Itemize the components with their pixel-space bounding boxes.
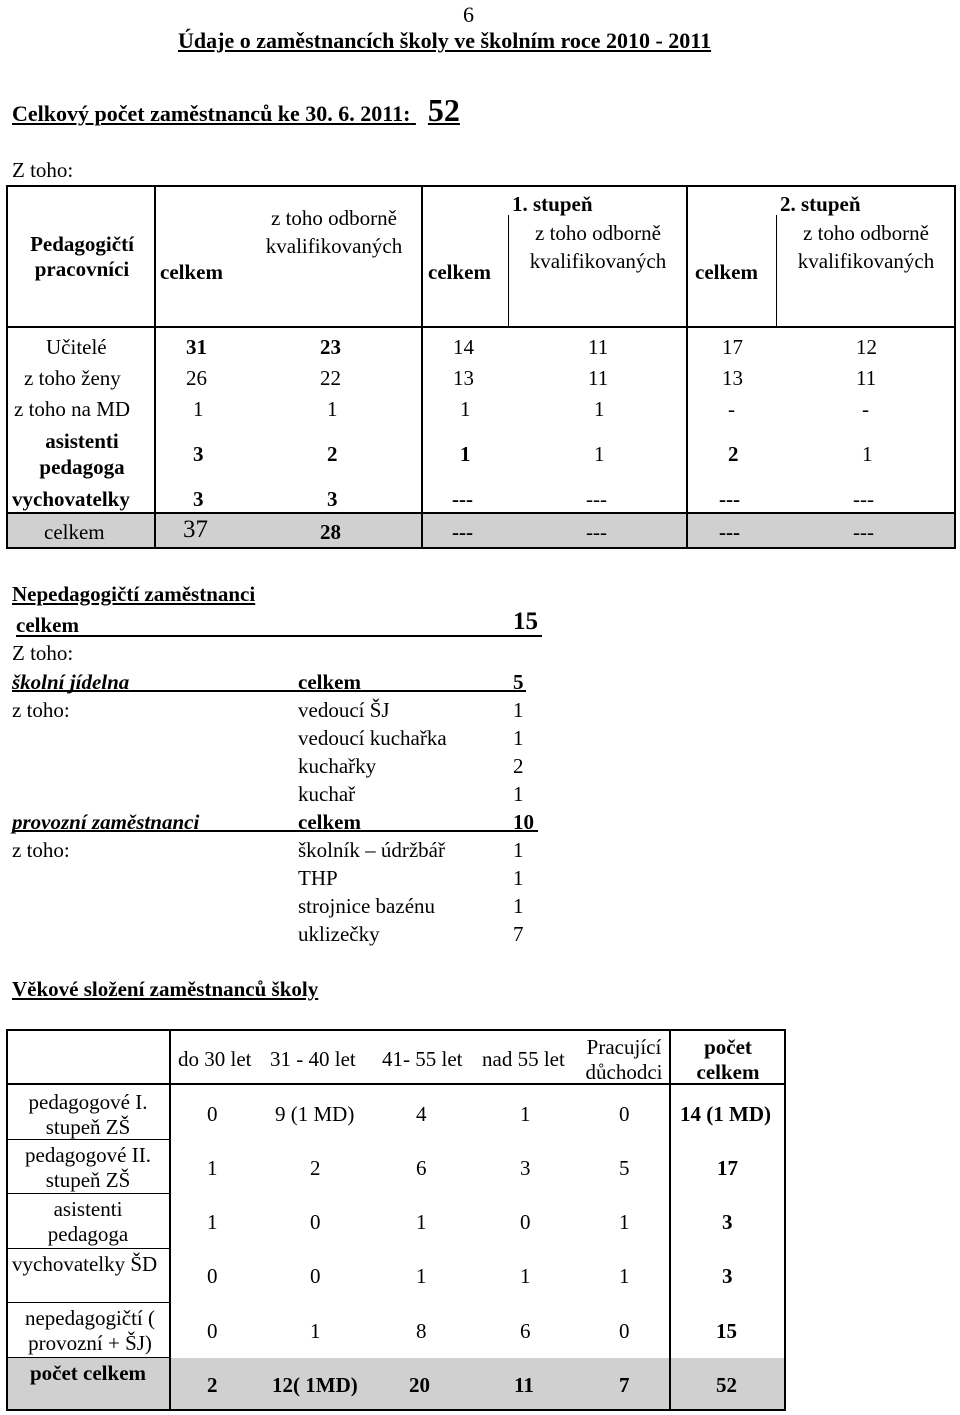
age-col-header: počet celkem — [696, 1035, 760, 1084]
cell: 1 — [460, 397, 471, 421]
age-heading: Věkové složení zaměstnanců školy — [12, 977, 319, 1001]
age-cell: 17 — [717, 1156, 738, 1180]
cell: 31 — [186, 335, 207, 359]
age-cell: 1 — [619, 1210, 630, 1234]
age-cell: 1 — [619, 1264, 630, 1288]
nepedagog-celkem-value: 15 — [513, 608, 538, 635]
header-kval-1: z toho odborně kvalifikovaných — [265, 206, 403, 258]
age-cell: 0 — [207, 1102, 218, 1126]
age-row-label: asistenti pedagoga — [47, 1197, 129, 1246]
age-cell: 7 — [619, 1373, 630, 1397]
cell: 3 — [193, 442, 204, 466]
provozni-label: provozní zaměstnanci — [12, 810, 200, 834]
list-item-value: 7 — [513, 922, 524, 946]
cell: - — [862, 397, 869, 421]
row-label: z toho na MD — [14, 397, 131, 421]
header-stupen-1: 1. stupeň — [512, 192, 593, 216]
age-cell: 1 — [520, 1264, 531, 1288]
age-cell: 1 — [207, 1210, 218, 1234]
jidelna-value: 5 — [513, 670, 524, 694]
row-label: celkem — [44, 520, 105, 544]
cell: 2 — [728, 442, 739, 466]
header-celkem-1: celkem — [160, 260, 223, 284]
list-item: vedoucí kuchařka — [298, 726, 447, 750]
age-col-header: nad 55 let — [482, 1047, 565, 1071]
jidelna-celkem: celkem — [298, 670, 361, 694]
list-item: uklizečky — [298, 922, 380, 946]
jidelna-label: školní jídelna — [12, 670, 130, 694]
list-item-value: 1 — [513, 782, 524, 806]
cell: 1 — [862, 442, 873, 466]
cell: --- — [853, 520, 874, 544]
age-cell: 4 — [416, 1102, 427, 1126]
age-cell: 9 (1 MD) — [275, 1102, 355, 1126]
age-cell: 3 — [520, 1156, 531, 1180]
header-pedagog: Pedagogičtí pracovníci — [30, 232, 134, 281]
age-cell: 6 — [416, 1156, 427, 1180]
cell: 3 — [327, 487, 338, 511]
nepedagog-heading: Nepedagogičtí zaměstnanci — [12, 582, 256, 606]
cell: --- — [719, 520, 740, 544]
list-item: školník – údržbář — [298, 838, 445, 862]
total-value: 52 — [427, 92, 460, 128]
list-item: THP — [298, 866, 338, 890]
age-cell: 3 — [722, 1210, 733, 1234]
age-cell: 0 — [207, 1319, 218, 1343]
cell: 13 — [453, 366, 474, 390]
z-toho-label: Z toho: — [12, 158, 74, 182]
age-col-header: 31 - 40 let — [270, 1047, 356, 1071]
age-row-label: pedagogové II. stupeň ZŠ — [25, 1143, 151, 1192]
cell: 23 — [320, 335, 341, 359]
header-celkem-3: celkem — [695, 260, 758, 284]
cell: --- — [586, 520, 607, 544]
row-label: Učitelé — [46, 335, 107, 359]
age-cell: 12( 1MD) — [272, 1373, 358, 1397]
age-col-header: 41- 55 let — [382, 1047, 463, 1071]
list-item-value: 1 — [513, 698, 524, 722]
list-item: kuchař — [298, 782, 356, 806]
age-cell: 0 — [310, 1210, 321, 1234]
row-label: vychovatelky — [12, 487, 130, 511]
cell: 37 — [183, 516, 208, 543]
cell: 12 — [856, 335, 877, 359]
cell: --- — [452, 487, 473, 511]
cell: 1 — [193, 397, 204, 421]
age-cell: 0 — [207, 1264, 218, 1288]
age-row-label: nepedagogičtí ( provozní + ŠJ) — [24, 1306, 156, 1355]
cell: 1 — [594, 442, 605, 466]
nepedagog-celkem-label: celkem — [16, 613, 79, 637]
age-cell: 0 — [520, 1210, 531, 1234]
list-item-prefix: z toho: — [12, 698, 70, 722]
total-employees — [12, 92, 460, 129]
cell: 2 — [327, 442, 338, 466]
age-cell: 0 — [619, 1102, 630, 1126]
cell: --- — [586, 487, 607, 511]
age-cell: 1 — [310, 1319, 321, 1343]
list-item-value: 1 — [513, 838, 524, 862]
cell: 1 — [327, 397, 338, 421]
list-item-prefix: z toho: — [12, 838, 70, 862]
list-item: strojnice bazénu — [298, 894, 436, 918]
list-item-value: 2 — [513, 754, 524, 778]
cell: 14 — [453, 335, 474, 359]
header-celkem-2: celkem — [428, 260, 491, 284]
cell: 28 — [320, 520, 341, 544]
age-cell: 8 — [416, 1319, 427, 1343]
age-col-header: do 30 let — [178, 1047, 252, 1071]
age-cell: 1 — [416, 1210, 427, 1234]
cell: 13 — [722, 366, 743, 390]
cell: 11 — [588, 335, 609, 359]
cell: 1 — [460, 442, 471, 466]
age-cell: 52 — [716, 1373, 737, 1397]
row-label: asistenti pedagoga — [39, 429, 125, 479]
age-row-label: počet celkem — [29, 1361, 147, 1385]
row-label: z toho ženy — [24, 366, 121, 390]
cell: 22 — [320, 366, 341, 390]
age-cell: 11 — [514, 1373, 534, 1397]
age-cell: 1 — [207, 1156, 218, 1180]
page-title: Údaje o zaměstnancích školy ve školním roce 2010 - 2011 — [178, 28, 712, 53]
age-cell: 15 — [716, 1319, 737, 1343]
list-item-value: 1 — [513, 866, 524, 890]
provozni-celkem: celkem — [298, 810, 361, 834]
cell: --- — [452, 520, 473, 544]
total-label: Celkový počet zaměstnanců ke 30. 6. 2011: — [12, 101, 411, 126]
list-item: vedoucí ŠJ — [298, 698, 390, 722]
age-cell: 20 — [409, 1373, 430, 1397]
age-row-label: pedagogové I. stupeň ZŠ — [28, 1090, 148, 1139]
header-stupen-2: 2. stupeň — [780, 192, 861, 216]
age-cell: 0 — [619, 1319, 630, 1343]
list-item-value: 1 — [513, 894, 524, 918]
cell: --- — [853, 487, 874, 511]
age-cell: 2 — [207, 1373, 218, 1397]
header-kval-2: z toho odborně kvalifikovaných — [529, 221, 667, 273]
cell: 11 — [588, 366, 609, 390]
age-cell: 5 — [619, 1156, 630, 1180]
provozni-value: 10 — [513, 810, 534, 834]
age-cell: 0 — [310, 1264, 321, 1288]
cell: - — [728, 397, 735, 421]
age-cell: 14 (1 MD) — [680, 1102, 771, 1126]
cell: --- — [719, 487, 740, 511]
age-cell: 2 — [310, 1156, 321, 1180]
cell: 11 — [856, 366, 877, 390]
cell: 17 — [722, 335, 743, 359]
age-col-header: Pracující důchodci — [585, 1035, 663, 1084]
age-row-label: vychovatelky ŠD — [12, 1252, 158, 1276]
page-number: 6 — [463, 2, 474, 27]
cell: 3 — [193, 487, 204, 511]
age-cell: 3 — [722, 1264, 733, 1288]
cell: 1 — [594, 397, 605, 421]
age-cell: 1 — [520, 1102, 531, 1126]
header-kval-3: z toho odborně kvalifikovaných — [797, 221, 935, 273]
list-item: kuchařky — [298, 754, 377, 778]
list-item-value: 1 — [513, 726, 524, 750]
nepedagog-z-toho: Z toho: — [12, 641, 74, 665]
age-cell: 6 — [520, 1319, 531, 1343]
age-cell: 1 — [416, 1264, 427, 1288]
cell: 26 — [186, 366, 207, 390]
